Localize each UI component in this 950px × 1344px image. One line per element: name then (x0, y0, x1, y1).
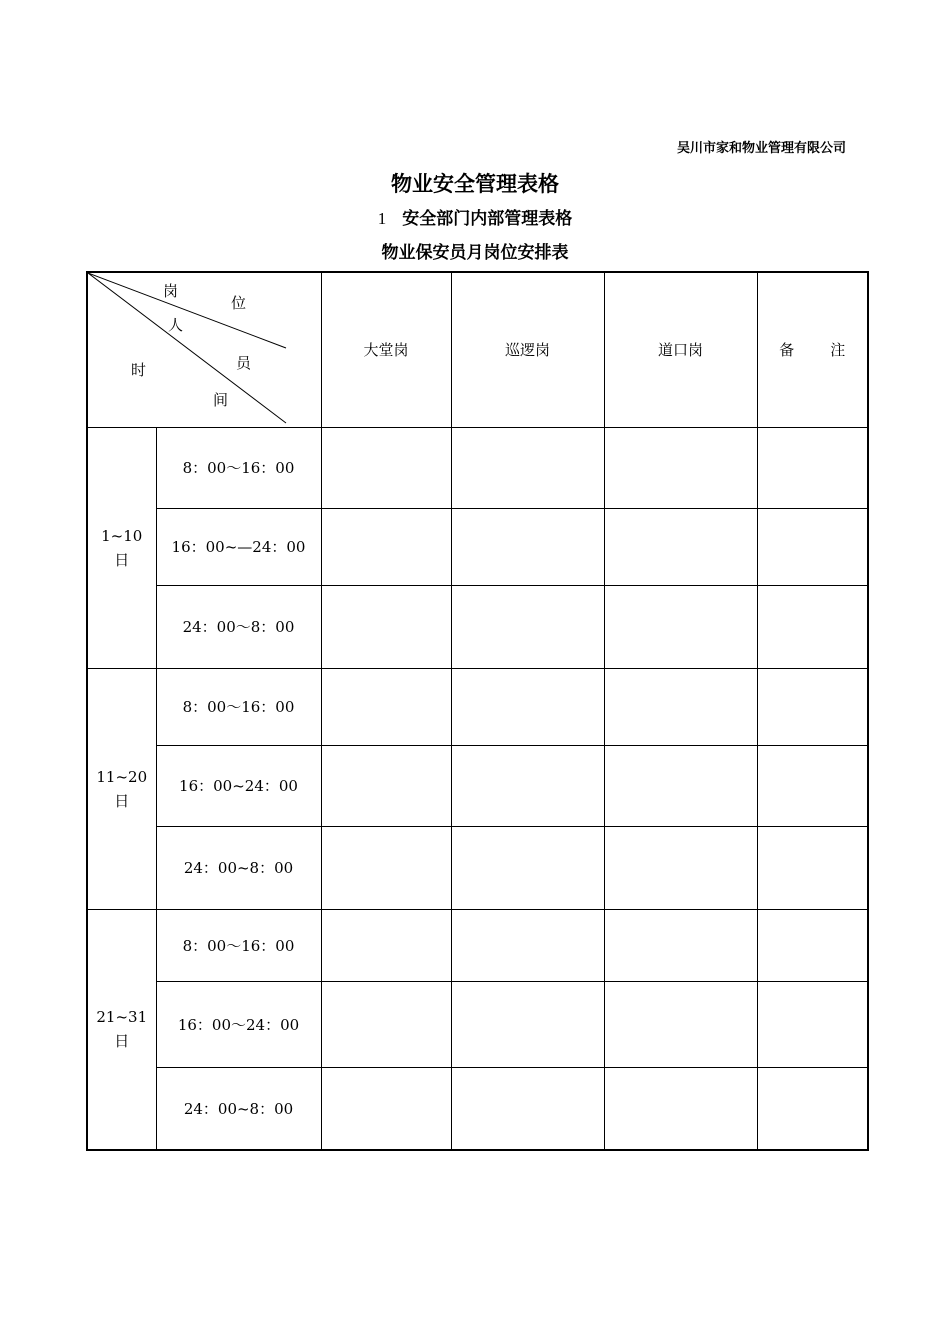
period-cell: 21~31 日 (87, 909, 156, 1150)
table-row (87, 508, 868, 585)
assign-cell[interactable] (451, 745, 604, 826)
table-row (87, 826, 868, 909)
column-header-lobby: 大堂岗 (321, 272, 451, 427)
column-header-gate: 道口岗 (604, 272, 757, 427)
remarks-cell[interactable] (757, 826, 868, 909)
assign-cell[interactable] (451, 427, 604, 508)
period-cell: 1~10 日 (87, 427, 156, 668)
shift-cell: 8：00～16：00 (156, 909, 321, 981)
header-row (87, 272, 868, 427)
shift-cell: 16：00~24：00 (156, 745, 321, 826)
corner-label-post-2: 位 (231, 294, 247, 312)
assign-cell[interactable] (321, 427, 451, 508)
shift-cell: 24：00~8：00 (156, 1067, 321, 1150)
shift-cell: 8：00～16：00 (156, 668, 321, 745)
company-name: 吴川市家和物业管理有限公司 (676, 141, 846, 156)
assign-cell[interactable] (451, 585, 604, 668)
shift-cell: 16：00～24：00 (156, 981, 321, 1067)
corner-label-time-1: 时 (131, 361, 147, 379)
assign-cell[interactable] (321, 909, 451, 981)
corner-label-time-2: 间 (213, 391, 229, 409)
assign-cell[interactable] (604, 585, 757, 668)
assign-cell[interactable] (451, 909, 604, 981)
shift-cell: 24：00～8：00 (156, 585, 321, 668)
assign-cell[interactable] (604, 427, 757, 508)
schedule-table (86, 271, 869, 1151)
remarks-cell[interactable] (757, 981, 868, 1067)
assign-cell[interactable] (451, 1067, 604, 1150)
table-title: 物业保安员月岗位安排表 (381, 243, 569, 263)
assign-cell[interactable] (321, 585, 451, 668)
remarks-cell[interactable] (757, 1067, 868, 1150)
table-row (87, 981, 868, 1067)
column-header-remarks: 备 注 (757, 272, 868, 427)
assign-cell[interactable] (451, 508, 604, 585)
section-heading (0, 204, 950, 229)
remarks-cell[interactable] (757, 909, 868, 981)
assign-cell[interactable] (321, 508, 451, 585)
corner-header-cell (87, 272, 321, 427)
assign-cell[interactable] (604, 668, 757, 745)
assign-cell[interactable] (604, 508, 757, 585)
shift-cell: 24：00~8：00 (156, 826, 321, 909)
assign-cell[interactable] (604, 981, 757, 1067)
table-row (87, 668, 868, 745)
remarks-cell[interactable] (757, 668, 868, 745)
assign-cell[interactable] (321, 668, 451, 745)
assign-cell[interactable] (321, 981, 451, 1067)
table-row (87, 427, 868, 508)
page-title: 物业安全管理表格 (391, 172, 559, 196)
table-row (87, 1067, 868, 1150)
remarks-cell[interactable] (757, 508, 868, 585)
assign-cell[interactable] (604, 745, 757, 826)
shift-cell: 8：00～16：00 (156, 427, 321, 508)
diagonal-lines (88, 273, 322, 428)
corner-label-person-2: 员 (236, 354, 252, 372)
assign-cell[interactable] (451, 981, 604, 1067)
table-row (87, 909, 868, 981)
remarks-cell[interactable] (757, 745, 868, 826)
assign-cell[interactable] (321, 745, 451, 826)
assign-cell[interactable] (604, 826, 757, 909)
remarks-cell[interactable] (757, 585, 868, 668)
assign-cell[interactable] (451, 668, 604, 745)
table-row (87, 745, 868, 826)
shift-cell: 16：00~—24：00 (156, 508, 321, 585)
section-number: 1 (377, 209, 387, 228)
corner-label-post-1: 岗 (163, 282, 179, 300)
assign-cell[interactable] (604, 1067, 757, 1150)
assign-cell[interactable] (604, 909, 757, 981)
remarks-cell[interactable] (757, 427, 868, 508)
corner-label-person-1: 人 (168, 316, 184, 334)
period-cell: 11~20 日 (87, 668, 156, 909)
assign-cell[interactable] (321, 826, 451, 909)
table-row (87, 585, 868, 668)
assign-cell[interactable] (451, 826, 604, 909)
section-text: 安全部门内部管理表格 (402, 209, 573, 229)
assign-cell[interactable] (321, 1067, 451, 1150)
column-header-patrol: 巡逻岗 (451, 272, 604, 427)
